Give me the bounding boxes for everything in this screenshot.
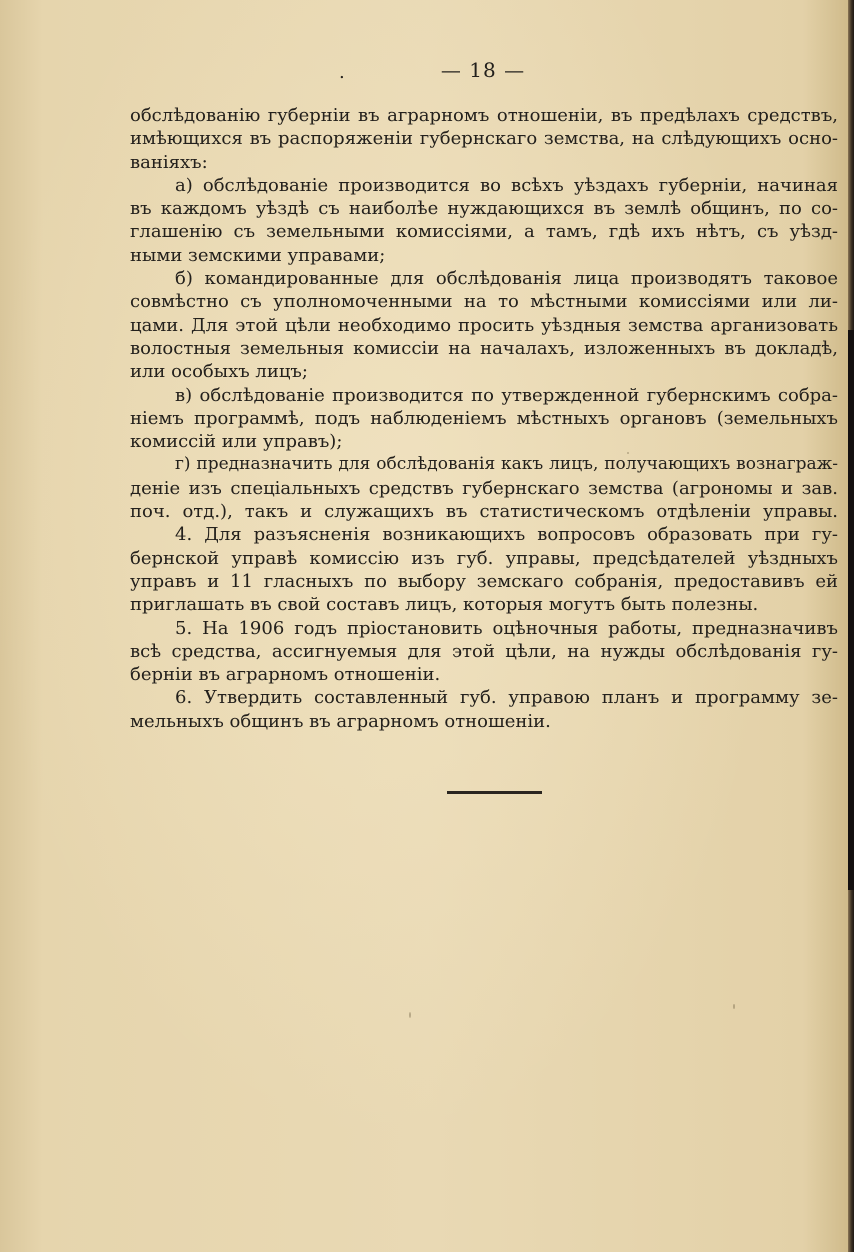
text-line: 5. На 1906 годъ пріостановить оцѣночныя работы, предназначивъ: [175, 617, 838, 639]
text-line: управъ и 11 гласныхъ по выбору земскаго собранія, предоставивъ ей: [130, 570, 838, 592]
text-line: или особыхъ лицъ;: [130, 361, 308, 383]
paper-speck: [627, 452, 629, 454]
text-line: поч. отд.), такъ и служащихъ въ статистическомъ отдѣленіи управы.: [130, 501, 838, 523]
text-line: бернской управѣ комиссію изъ губ. управы, предсѣдателей уѣздныхъ: [130, 547, 838, 569]
text-line: ніемъ программѣ, подъ наблюденіемъ мѣстныхъ органовъ (земельныхъ: [130, 407, 838, 429]
page-edge-dark-band: [848, 330, 854, 890]
text-line: 6. Утвердить составленный губ. управою планъ и программу зе-: [175, 687, 838, 709]
body-text: [130, 104, 838, 733]
text-line: берніи въ аграрномъ отношеніи.: [130, 664, 441, 686]
text-line: въ каждомъ уѣздѣ съ наиболѣе нуждающихся въ землѣ общинъ, по со-: [130, 198, 838, 220]
text-line: обслѣдованію губерніи въ аграрномъ отношеніи, въ предѣлахъ средствъ,: [130, 105, 838, 126]
page-number: — 18 —: [440, 58, 526, 82]
text-line: а) обслѣдованіе производится во всѣхъ уѣздахъ губерніи, начиная: [175, 174, 838, 196]
text-line: ными земскими управами;: [130, 244, 386, 266]
text-line: приглашать въ свой составъ лицъ, которыя могутъ быть полезны.: [130, 594, 759, 616]
text-line: совмѣстно съ уполномоченными на то мѣстными комиссіями или ли-: [130, 291, 838, 313]
text-line: мельныхъ общинъ въ аграрномъ отношеніи.: [130, 710, 551, 732]
paper-speck: [409, 1012, 411, 1018]
stray-mark: .: [339, 62, 345, 83]
text-line: цами. Для этой цѣли необходимо просить уѣздныя земства арганизовать: [130, 314, 838, 336]
text-line: имѣющихся въ распоряженіи губернскаго земства, на слѣдующихъ осно-: [130, 128, 838, 150]
text-line: глашенію съ земельными комиссіями, а тамъ, гдѣ ихъ нѣтъ, съ уѣзд-: [130, 221, 838, 243]
text-line: г) предназначить для обслѣдованія какъ лицъ, получающихъ вознаграж-: [175, 454, 838, 475]
end-rule: [447, 791, 542, 794]
text-line: ваніяхъ:: [130, 151, 208, 173]
paper-speck: [733, 1004, 735, 1009]
text-line: 4. Для разъясненія возникающихъ вопросовъ образовать при гу-: [175, 524, 838, 546]
text-line: комиссій или управъ);: [130, 431, 343, 453]
text-line: б) командированные для обслѣдованія лица производятъ таковое: [175, 268, 838, 290]
text-line: волостныя земельныя комиссіи на началахъ, изложенныхъ въ докладѣ,: [130, 337, 838, 359]
text-line: всѣ средства, ассигнуемыя для этой цѣли, на нужды обслѣдованія гу-: [130, 640, 838, 662]
text-line: в) обслѣдованіе производится по утвержденной губернскимъ собра-: [175, 384, 838, 406]
text-line: деніе изъ спеціальныхъ средствъ губернскаго земства (агрономы и зав.: [130, 477, 838, 499]
